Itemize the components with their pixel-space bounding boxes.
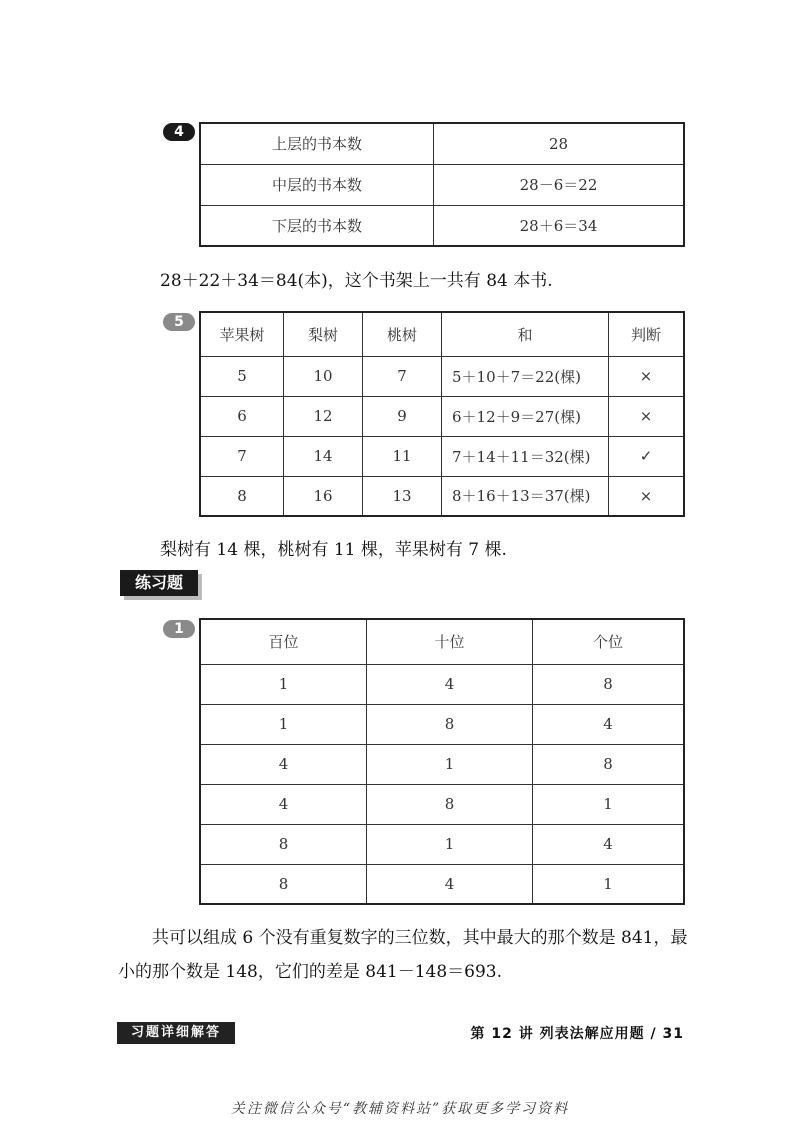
table-cell: ✓	[609, 436, 685, 476]
table-cell: 28	[434, 123, 685, 164]
table-cell: 6＋12＋9＝27(棵)	[442, 396, 609, 436]
table-cell: 14	[284, 436, 363, 476]
table-row	[200, 396, 684, 436]
table-header-cell: 十位	[367, 619, 533, 664]
table-row	[200, 744, 684, 784]
table-cell: 11	[363, 436, 442, 476]
table-cell: 7	[200, 436, 284, 476]
table-cell: 9	[363, 396, 442, 436]
table-row	[200, 164, 684, 205]
ex5-conclusion: 梨树有 14 棵，桃树有 11 棵，苹果树有 7 棵.	[160, 540, 507, 560]
table-cell: ×	[609, 476, 685, 516]
table-cell: 13	[363, 476, 442, 516]
table-cell: 上层的书本数	[200, 123, 434, 164]
table-trees	[199, 311, 685, 517]
table-row	[200, 436, 684, 476]
table-cell: 8＋16＋13＝37(棵)	[442, 476, 609, 516]
table-digits	[199, 618, 685, 905]
section-title-practice: 练习题	[120, 570, 198, 596]
table-row	[200, 824, 684, 864]
table-row	[200, 864, 684, 904]
table-cell: 7＋14＋11＝32(棵)	[442, 436, 609, 476]
table-cell: 中层的书本数	[200, 164, 434, 205]
footer-page-info: 第 12 讲 列表法解应用题 / 31	[470, 1026, 684, 1042]
table-cell: 4	[367, 664, 533, 704]
table-cell: 1	[533, 864, 685, 904]
watermark-text: 关注微信公众号“教辅资料站”获取更多学习资料	[230, 1101, 570, 1117]
table-cell: ×	[609, 396, 685, 436]
table-cell: 4	[533, 824, 685, 864]
table-header-cell: 百位	[200, 619, 367, 664]
table-cell: 1	[367, 744, 533, 784]
table-row	[200, 476, 684, 516]
table-cell: 4	[367, 864, 533, 904]
table-cell: 28＋6＝34	[434, 205, 685, 246]
table-header-row	[200, 312, 684, 356]
table-cell: ×	[609, 356, 685, 396]
table-bookshelf	[199, 122, 685, 247]
table-cell: 12	[284, 396, 363, 436]
table-cell: 1	[367, 824, 533, 864]
table-row	[200, 123, 684, 164]
table-cell: 8	[200, 864, 367, 904]
table-cell: 1	[200, 704, 367, 744]
table-row	[200, 205, 684, 246]
table-row	[200, 356, 684, 396]
exercise-badge-5: 5	[163, 313, 195, 331]
table-cell: 1	[533, 784, 685, 824]
table-row	[200, 704, 684, 744]
table-header-cell: 桃树	[363, 312, 442, 356]
table-cell: 10	[284, 356, 363, 396]
table-cell: 8	[200, 824, 367, 864]
table-cell: 16	[284, 476, 363, 516]
table-cell: 8	[533, 744, 685, 784]
table-row	[200, 664, 684, 704]
exercise-badge-4: 4	[163, 123, 195, 141]
table-cell: 下层的书本数	[200, 205, 434, 246]
table-cell: 4	[533, 704, 685, 744]
table-header-row	[200, 619, 684, 664]
table-header-cell: 个位	[533, 619, 685, 664]
table-cell: 5	[200, 356, 284, 396]
table-cell: 4	[200, 744, 367, 784]
exercise-badge-1: 1	[163, 620, 195, 638]
table-cell: 5＋10＋7＝22(棵)	[442, 356, 609, 396]
ex1-conclusion: 共可以组成 6 个没有重复数字的三位数，其中最大的那个数是 841，最小的那个数是 148，它们的差是 841－148＝693.	[118, 928, 688, 982]
table-header-cell: 和	[442, 312, 609, 356]
table-cell: 7	[363, 356, 442, 396]
table-cell: 8	[533, 664, 685, 704]
table-header-cell: 苹果树	[200, 312, 284, 356]
table-header-cell: 判断	[609, 312, 685, 356]
table-cell: 8	[200, 476, 284, 516]
table-row	[200, 784, 684, 824]
table-cell: 6	[200, 396, 284, 436]
ex4-conclusion: 28＋22＋34＝84(本)，这个书架上一共有 84 本书.	[160, 271, 553, 291]
table-cell: 8	[367, 784, 533, 824]
table-cell: 1	[200, 664, 367, 704]
table-cell: 28－6＝22	[434, 164, 685, 205]
table-cell: 8	[367, 704, 533, 744]
table-header-cell: 梨树	[284, 312, 363, 356]
table-cell: 4	[200, 784, 367, 824]
footer-section-label: 习题详细解答	[117, 1022, 235, 1044]
